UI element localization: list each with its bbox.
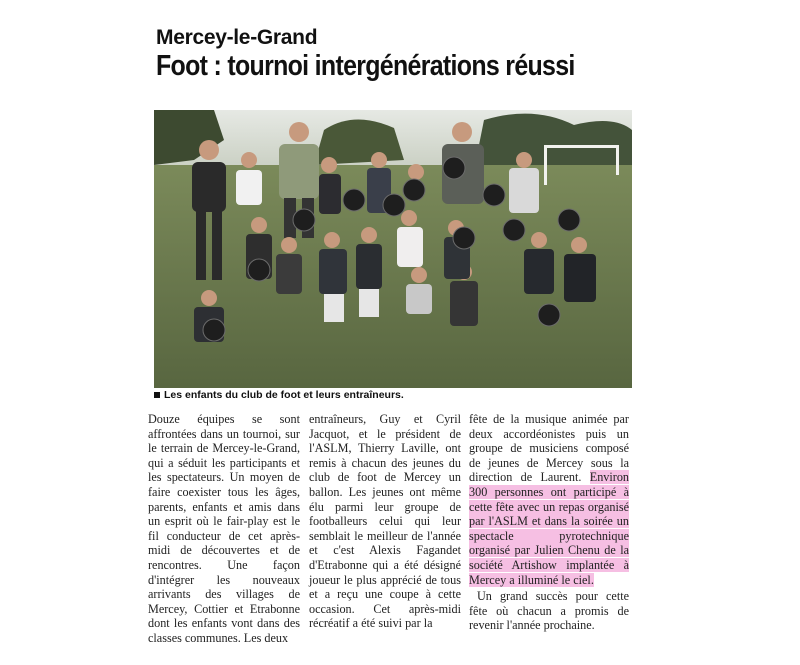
article-headline: Foot : tournoi intergénérations réussi xyxy=(156,50,575,82)
column-2-text: entraîneurs, Guy et Cyril Jacquot, et le président de l'ASLM, Thierry Laville, ont remis à chacun des jeunes du club de foot de Mercey un ballon. Les jeunes ont même élu parmi leur groupe de footballeurs celui qui leur semblait le meilleur de l'année et c'est Alexis Fagandet d'Etrabonne qui a été désigné joueur le plus apprécié de tous et a reçu une coupe à cette occasion. Cet après-midi récréatif a été suivi par la xyxy=(309,412,461,631)
column-1-text: Douze équipes se sont affrontées dans un tournoi, sur le terrain de Mercey-le-Grand, qui a séduit les participants et les spectateurs. Un moyen de faire coexister tous les âges, parents, enfants et amis dans un esprit où le fair-play est le fil conducteur de cet après-midi de découvertes et de rencontres. Une façon d'intégrer les nouveaux arrivants des villages de Mercey, Cottier et Etrabonne dont les enfants vont dans des classes communes. Les deux xyxy=(148,412,300,645)
caption-text: Les enfants du club de foot et leurs entraîneurs. xyxy=(164,389,404,401)
highlighted-passage: Environ 300 personnes ont participé à cette fête avec un repas organisé par l'ASLM et dans la soirée un spectacle pyrotechnique organisé par Julien Chenu de la société Artishow implantée à Mercey a illuminé le ciel. xyxy=(469,470,630,587)
column-3-closing: Un grand succès pour cette fête où chacun a promis de revenir l'année prochaine. xyxy=(469,589,629,633)
article-column-2 xyxy=(309,412,461,631)
caption-bullet-icon xyxy=(154,392,160,398)
article-column-1 xyxy=(148,412,300,646)
column-3-text xyxy=(469,412,629,587)
article-photo xyxy=(154,110,632,388)
article-kicker: Mercey-le-Grand xyxy=(156,26,318,49)
column-3-part-1: fête de la musique animée par deux accordéonistes puis un groupe de musiciens composé de jeunes de Mercey sous la direction de Laurent. xyxy=(469,412,629,485)
article-column-3 xyxy=(469,412,629,633)
photo-caption xyxy=(154,389,634,401)
